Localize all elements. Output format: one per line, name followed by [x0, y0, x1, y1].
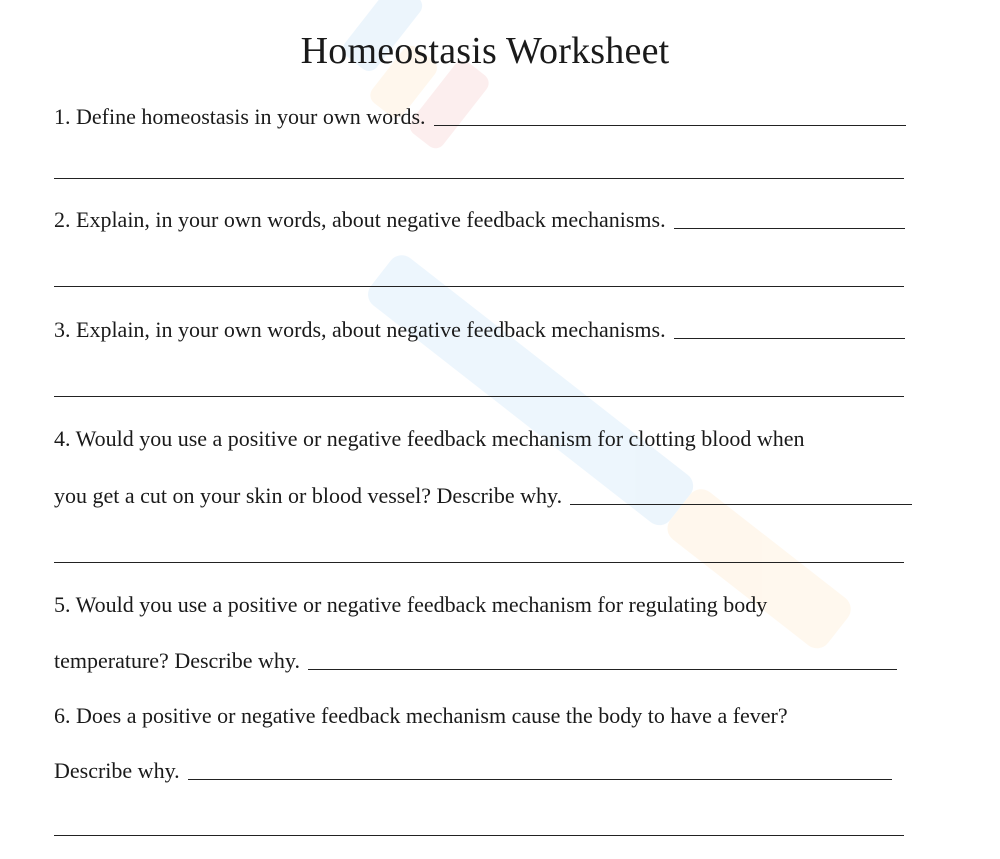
- answer-line-3[interactable]: [54, 396, 904, 397]
- answer-blank-5[interactable]: [308, 649, 897, 670]
- question-4-text: 4. Would you use a positive or negative feedback mechanism for clotting blood when: [54, 426, 805, 451]
- question-5-text: 5. Would you use a positive or negative feedback mechanism for regulating body: [54, 592, 768, 617]
- answer-blank-4[interactable]: [570, 484, 912, 505]
- question-6-text: 6. Does a positive or negative feedback mechanism cause the body to have a fever?: [54, 703, 788, 728]
- question-2-text: 2. Explain, in your own words, about negative feedback mechanisms.: [54, 207, 666, 232]
- question-5-text-continued: temperature? Describe why.: [54, 648, 300, 673]
- question-4-text-continued: you get a cut on your skin or blood vessel? Describe why.: [54, 483, 563, 508]
- question-3-text: 3. Explain, in your own words, about negative feedback mechanisms.: [54, 317, 666, 342]
- answer-line-1[interactable]: [54, 178, 904, 179]
- answer-blank-2[interactable]: [674, 208, 905, 229]
- answer-blank-1[interactable]: [434, 105, 906, 126]
- question-6-text-continued: Describe why.: [54, 758, 180, 783]
- question-1-text: 1. Define homeostasis in your own words.: [54, 104, 426, 129]
- answer-blank-3[interactable]: [674, 318, 905, 339]
- question-5-line-2: [54, 647, 897, 675]
- answer-line-4[interactable]: [54, 562, 904, 563]
- question-4-line-1: [54, 425, 805, 453]
- page-title: Homeostasis Worksheet: [300, 30, 670, 72]
- question-6-line-2: [54, 757, 892, 785]
- question-3: [54, 316, 905, 344]
- answer-line-2[interactable]: [54, 286, 904, 287]
- answer-line-6[interactable]: [54, 835, 904, 836]
- question-5-line-1: [54, 591, 767, 619]
- question-1: [54, 103, 906, 131]
- question-6-line-1: [54, 702, 788, 730]
- question-2: [54, 206, 905, 234]
- question-4-line-2: [54, 482, 912, 510]
- answer-blank-6[interactable]: [188, 759, 892, 780]
